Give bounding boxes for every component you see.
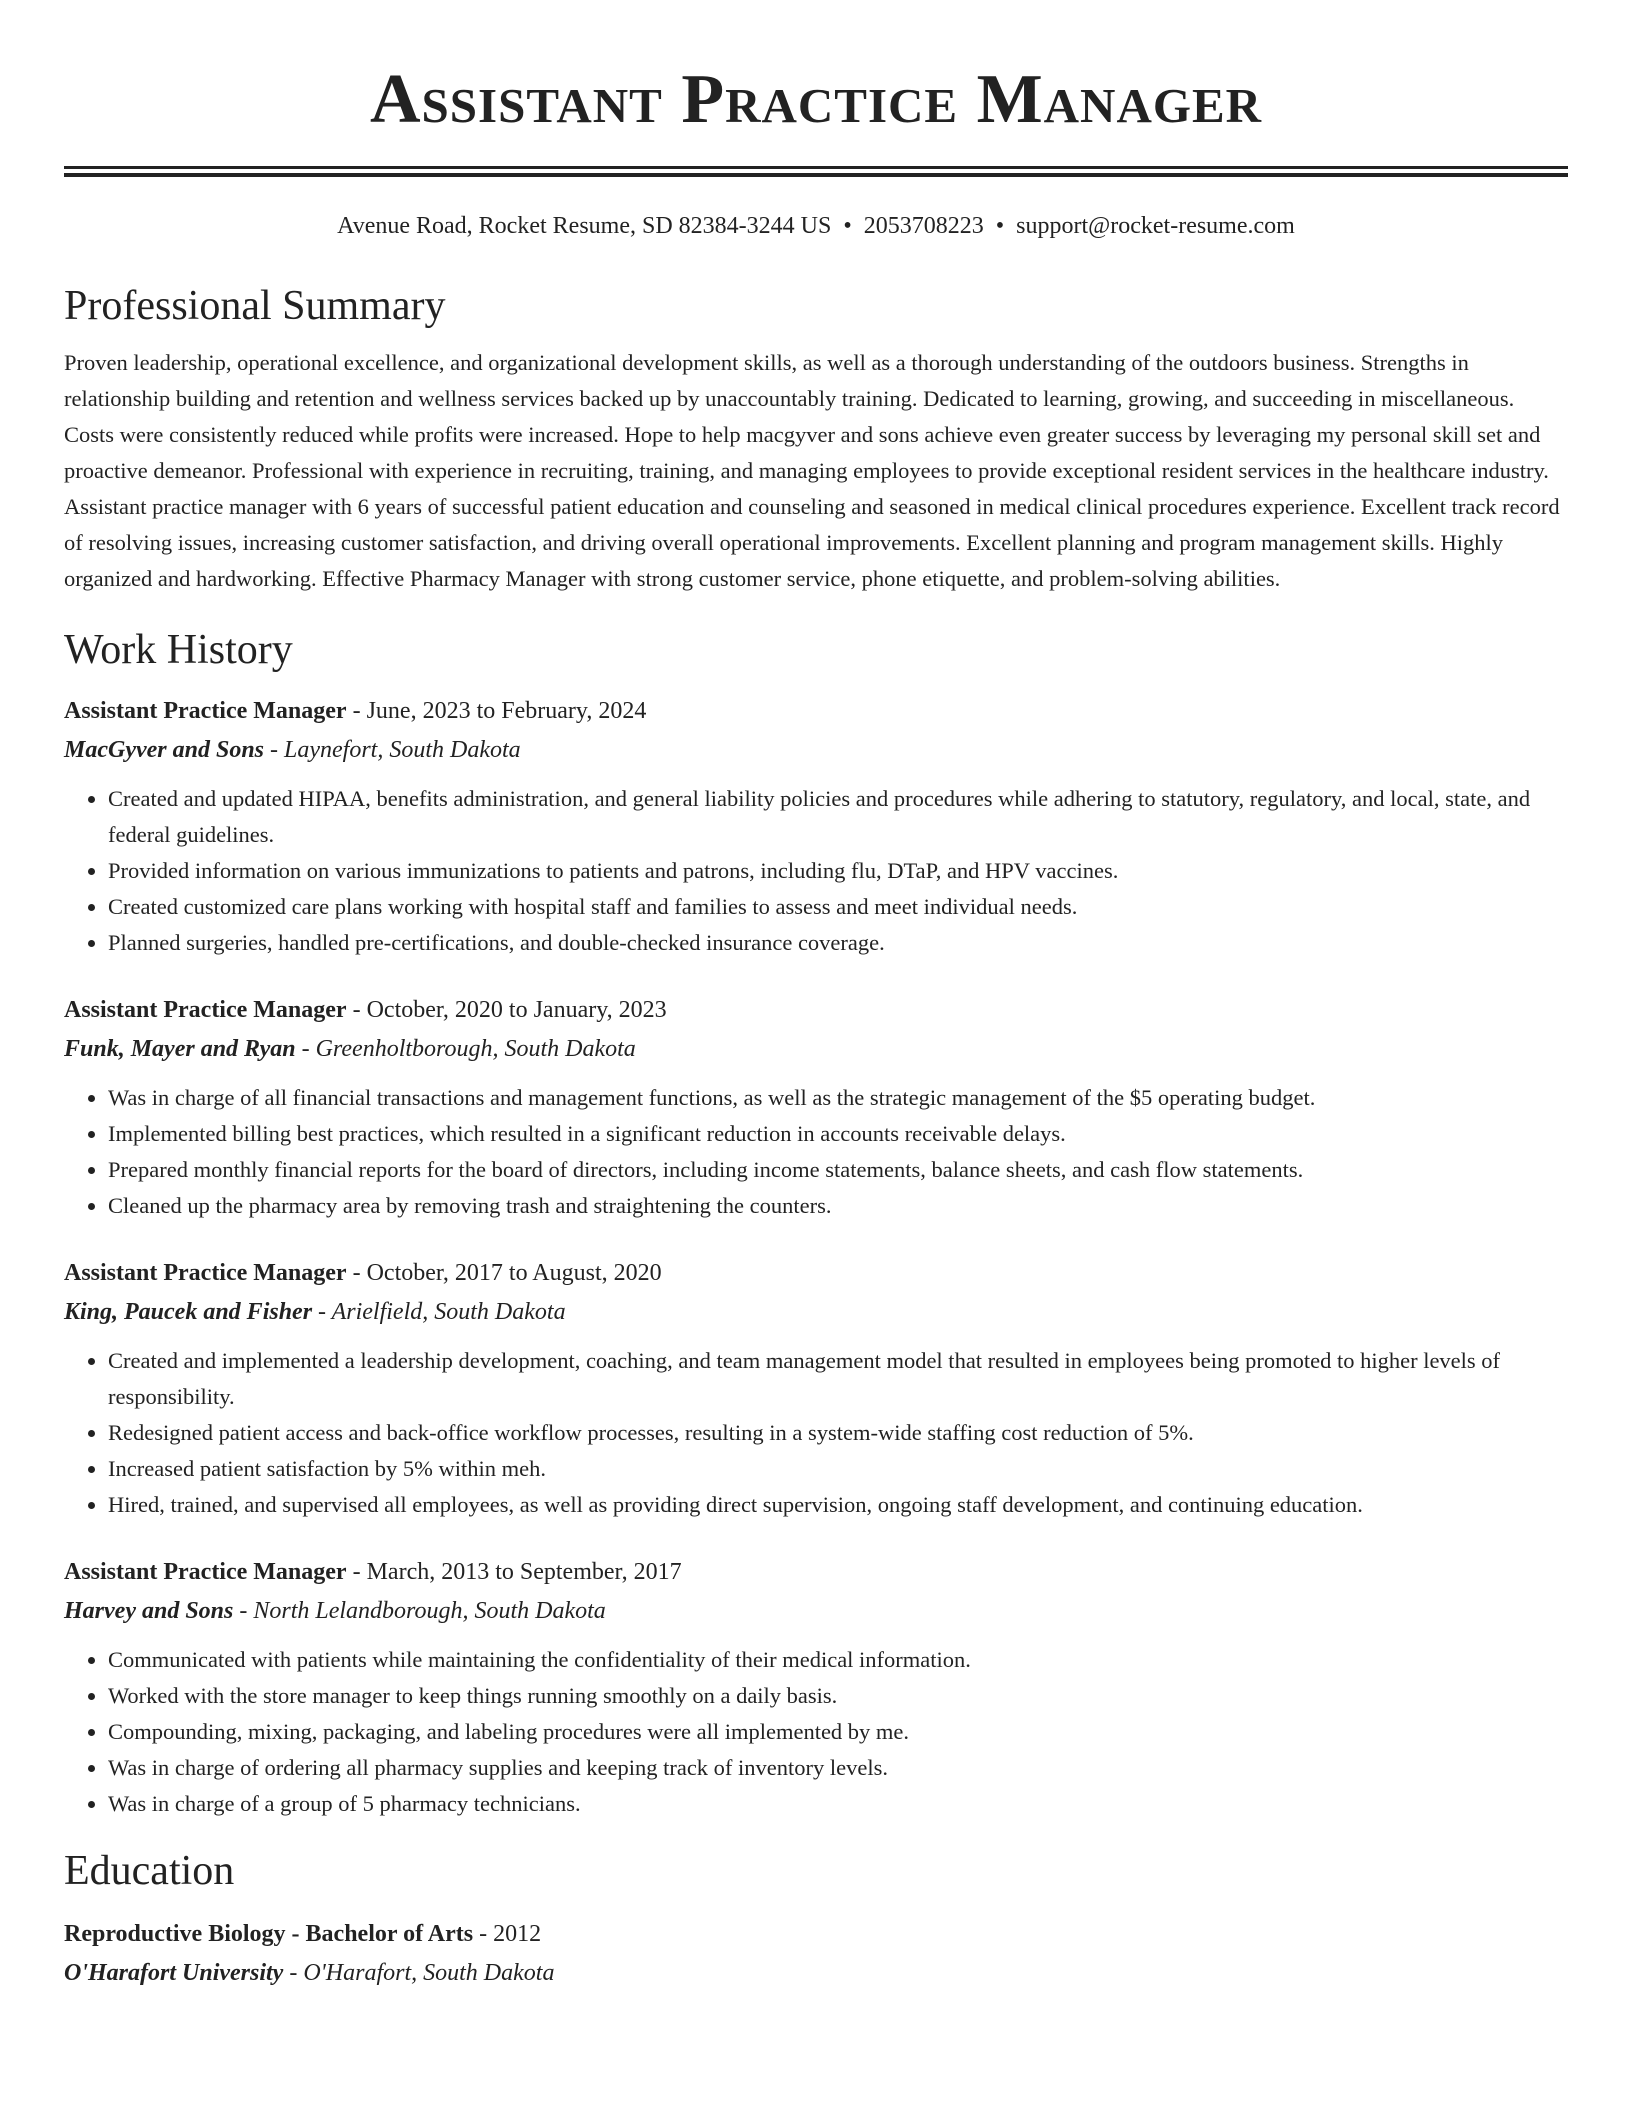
job-location: - North Lelandborough, South Dakota	[233, 1598, 606, 1624]
contact-separator: •	[995, 213, 1005, 239]
job-entry	[64, 1255, 1568, 1523]
education-school-line	[64, 1955, 1568, 1991]
job-bullet: • Compounding, mixing, packaging, and labeling procedures were all implemented by me.	[108, 1714, 1568, 1750]
job-title-line	[64, 992, 1568, 1028]
job-dates: - March, 2013 to September, 2017	[346, 1559, 682, 1585]
job-bullet: • Provided information on various immunizations to patients and patrons, including flu, DTaP, and HPV vaccines.	[108, 853, 1568, 889]
job-bullet: • Prepared monthly financial reports for the board of directors, including income statements, balance sheets, and cash flow statements.	[108, 1152, 1568, 1188]
job-bullet: • Worked with the store manager to keep things running smoothly on a daily basis.	[108, 1678, 1568, 1714]
job-bullets	[64, 1642, 1568, 1822]
job-dates: - October, 2020 to January, 2023	[346, 997, 667, 1023]
education-school: O'Harafort University	[64, 1960, 284, 1986]
resume-title: Assistant Practice Manager	[369, 61, 1263, 138]
contact-email: support@rocket-resume.com	[1016, 213, 1295, 239]
job-location: - Laynefort, South Dakota	[264, 737, 521, 763]
education-degree: Reproductive Biology - Bachelor of Arts	[64, 1921, 474, 1947]
education-year: - 2012	[473, 1921, 542, 1947]
job-bullets	[64, 781, 1568, 961]
education-heading: Education	[64, 1848, 235, 1894]
job-location: - Arielfield, South Dakota	[312, 1299, 566, 1325]
job-company: MacGyver and Sons	[64, 737, 265, 763]
contact-separator: •	[843, 213, 852, 239]
resume-page	[64, 0, 1568, 1991]
education-location: - O'Harafort, South Dakota	[283, 1960, 555, 1986]
job-bullet: • Created customized care plans working with hospital staff and families to assess and meet individual needs.	[108, 889, 1568, 925]
job-bullet: • Redesigned patient access and back-office workflow processes, resulting in a system-wide staffing cost reduction of 5%.	[108, 1415, 1568, 1451]
job-bullets	[64, 1343, 1568, 1523]
job-company: Harvey and Sons	[64, 1598, 234, 1624]
contact-phone: 2053708223	[863, 213, 984, 239]
job-role: Assistant Practice Manager	[64, 1559, 347, 1585]
education-degree-line	[64, 1916, 1568, 1952]
job-role: Assistant Practice Manager	[64, 698, 347, 724]
job-dates: - June, 2023 to February, 2024	[346, 698, 647, 724]
job-entry	[64, 693, 1568, 961]
contact-address: Avenue Road, Rocket Resume, SD 82384-3244 US	[337, 213, 832, 239]
job-company-line	[64, 1294, 1568, 1330]
summary-heading: Professional Summary	[64, 283, 446, 329]
job-entry	[64, 1554, 1568, 1822]
job-dates: - October, 2017 to August, 2020	[346, 1260, 662, 1286]
job-title-line	[64, 1255, 1568, 1291]
contact-line	[64, 211, 1568, 241]
job-entry	[64, 992, 1568, 1224]
job-bullet: • Cleaned up the pharmacy area by removing trash and straightening the counters.	[108, 1188, 1568, 1224]
job-role: Assistant Practice Manager	[64, 1260, 347, 1286]
job-bullet: • Created and updated HIPAA, benefits administration, and general liability policies and procedures while adhering to statutory, regulatory, and local, state, and federal guidelines.	[108, 781, 1568, 853]
job-company: King, Paucek and Fisher	[64, 1299, 313, 1325]
job-bullet: • Created and implemented a leadership development, coaching, and team management model that resulted in employees being promoted to higher levels of responsibility.	[108, 1343, 1568, 1415]
title-divider	[64, 166, 1568, 177]
job-bullet: • Implemented billing best practices, which resulted in a significant reduction in accounts receivable delays.	[108, 1116, 1568, 1152]
work-history-heading: Work History	[64, 627, 293, 673]
job-bullet: • Increased patient satisfaction by 5% within meh.	[108, 1451, 1568, 1487]
job-location: - Greenholtborough, South Dakota	[295, 1036, 636, 1062]
job-title-line	[64, 693, 1568, 729]
job-bullet: • Was in charge of ordering all pharmacy supplies and keeping track of inventory levels.	[108, 1750, 1568, 1786]
job-bullet: • Was in charge of all financial transactions and management functions, as well as the strategic management of the $5 operating budget.	[108, 1080, 1568, 1116]
summary-text: Proven leadership, operational excellence, and organizational development skills, as well as a thorough understanding of the outdoors business. Strengths in relationship building and retention and wellness services backed up by unaccountably training. Dedicated to learning, growing, and succeeding in miscellaneous. Costs were consistently reduced while profits were increased. Hope to help macgyver and sons achieve even greater success by leveraging my personal skill set and proactive demeanor. Professional with experience in recruiting, training, and managing employees to provide exceptional resident services in the healthcare industry. Assistant practice manager with 6 years of successful patient education and counseling and seasoned in medical clinical procedures experience. Excellent track record of resolving issues, increasing customer satisfaction, and driving overall operational improvements. Excellent planning and program management skills. Highly organized and hardworking. Effective Pharmacy Manager with strong customer service, phone etiquette, and problem-solving abilities.	[64, 350, 1560, 591]
job-title-line	[64, 1554, 1568, 1590]
job-bullet: • Planned surgeries, handled pre-certifications, and double-checked insurance coverage.	[108, 925, 1568, 961]
education-entry	[64, 1916, 1568, 1991]
job-role: Assistant Practice Manager	[64, 997, 347, 1023]
job-bullet: • Hired, trained, and supervised all employees, as well as providing direct supervision, ongoing staff development, and continuing education.	[108, 1487, 1568, 1523]
job-company-line	[64, 1031, 1568, 1067]
job-bullets	[64, 1080, 1568, 1224]
job-bullet: • Was in charge of a group of 5 pharmacy technicians.	[108, 1786, 1568, 1822]
job-bullet: • Communicated with patients while maintaining the confidentiality of their medical information.	[108, 1642, 1568, 1678]
job-company-line	[64, 732, 1568, 768]
job-company-line	[64, 1593, 1568, 1629]
job-company: Funk, Mayer and Ryan	[64, 1036, 296, 1062]
